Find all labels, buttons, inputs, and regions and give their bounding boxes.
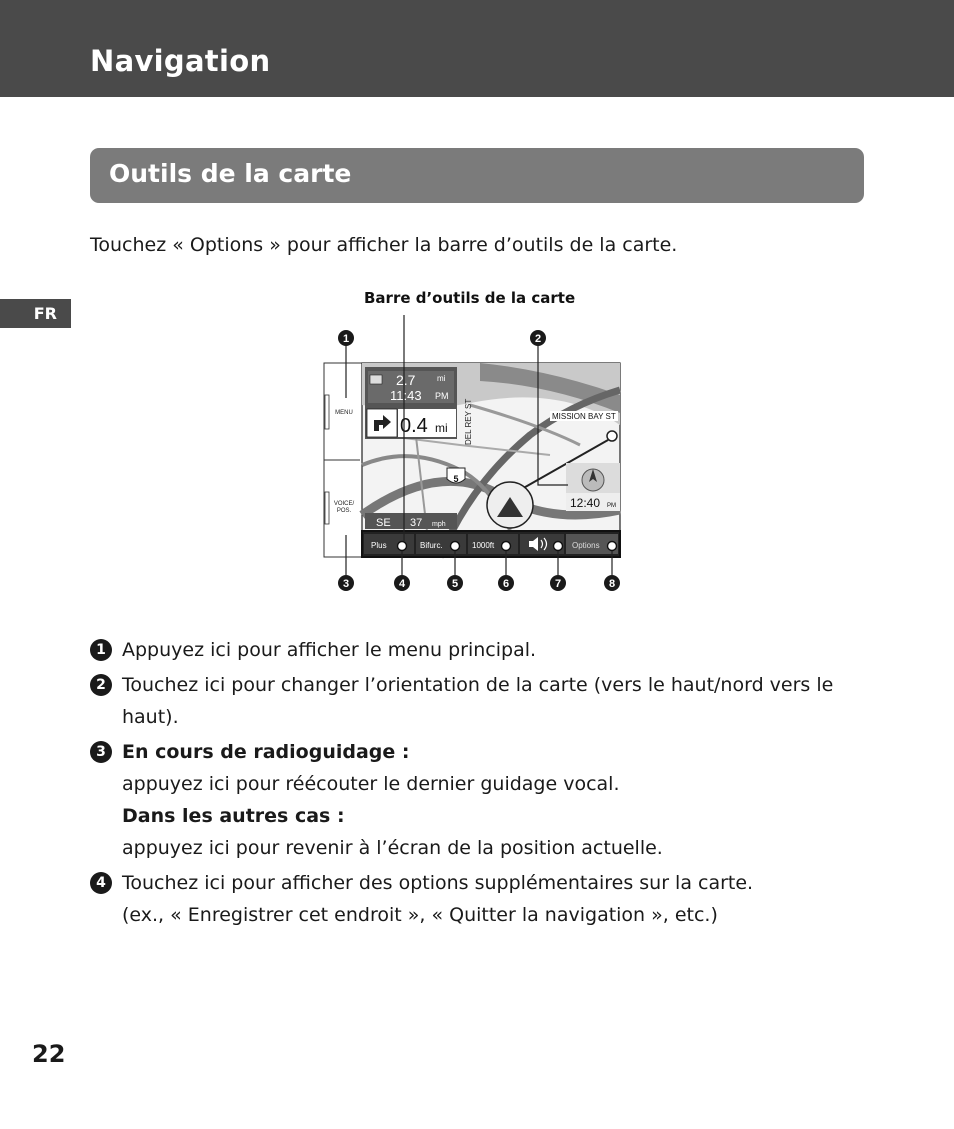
callout-number-3: 3 [90, 741, 112, 763]
figure-callout-label-8: 8 [608, 578, 616, 590]
toolbar-plus-label: Plus [371, 541, 387, 550]
description-list [90, 634, 870, 934]
description-text: appuyez ici pour réécouter le dernier guidage vocal. [122, 773, 620, 795]
intro-text: Touchez « Options » pour afficher la barre d’outils de la carte. [90, 234, 678, 256]
street-name-vertical: DEL REY ST [464, 398, 473, 445]
callout-anchor-8 [608, 542, 617, 551]
figure-callout-label-2: 2 [534, 333, 542, 345]
description-heading: En cours de radioguidage : [122, 741, 410, 763]
next-turn-distance: 0.4 [400, 415, 428, 437]
figure-callout-label-4: 4 [398, 578, 406, 590]
toolbar-zoom-label: 1000ft [472, 541, 495, 550]
menu-button-edge [325, 395, 329, 429]
callout-number-4: 4 [90, 872, 112, 894]
description-text: appuyez ici pour revenir à l’écran de la position actuelle. [122, 837, 663, 859]
figure-caption: Barre d’outils de la carte [364, 289, 576, 307]
voice-button-edge [325, 492, 329, 524]
arrival-time: 11:43 [390, 388, 422, 403]
arrival-ampm: PM [435, 391, 449, 401]
section-title: Outils de la carte [109, 159, 352, 188]
callout-number-1: 1 [90, 639, 112, 661]
toolbar-options-label: Options [572, 541, 600, 550]
clock-time: 12:40 [570, 496, 601, 510]
street-name-top: MISSION BAY ST [552, 412, 616, 421]
map-toolbar-figure [320, 285, 630, 605]
description-text: Touchez ici pour changer l’orientation de la carte (vers le haut/nord vers le [122, 674, 834, 696]
language-tab: FR [0, 299, 71, 328]
highway-number: 5 [453, 474, 459, 484]
description-text: Touchez ici pour afficher des options supplémentaires sur la carte. [122, 872, 754, 894]
next-turn-unit: mi [435, 421, 448, 435]
device-illustration [320, 285, 630, 605]
figure-callout-label-5: 5 [451, 578, 459, 590]
description-text: haut). [122, 706, 179, 728]
callout-anchor-4 [398, 542, 407, 551]
callout-number-2: 2 [90, 674, 112, 696]
toolbar-detour-label: Bifurc. [420, 541, 443, 550]
page-title: Navigation [90, 44, 271, 78]
voice-pos-button-label: VOICE/ POS. [333, 501, 355, 514]
callout-anchor-6 [502, 542, 511, 551]
menu-button-label: MENU [335, 410, 353, 416]
distance-remaining: 2.7 [396, 372, 416, 388]
page-number: 22 [32, 1040, 66, 1068]
description-item-3 [90, 736, 870, 864]
description-item-1 [90, 634, 870, 666]
clock-ampm: PM [607, 503, 616, 509]
figure-callout-label-7: 7 [554, 578, 562, 590]
header-bar [0, 0, 954, 97]
heading: SE [376, 517, 391, 529]
figure-callout-label-1: 1 [342, 333, 350, 345]
description-text: (ex., « Enregistrer cet endroit », « Quitter la navigation », etc.) [122, 904, 718, 926]
description-heading: Dans les autres cas : [122, 805, 345, 827]
description-text: Appuyez ici pour afficher le menu principal. [122, 639, 537, 661]
figure-callout-label-6: 6 [502, 578, 510, 590]
callout-anchor-7 [554, 542, 563, 551]
description-item-2 [90, 669, 870, 733]
flag-icon [370, 375, 382, 384]
speed-unit: mph [432, 521, 446, 528]
figure-callout-label-3: 3 [342, 578, 350, 590]
callout-anchor-5 [451, 542, 460, 551]
section-bar [90, 148, 864, 203]
description-item-4 [90, 867, 870, 931]
speed: 37 [410, 517, 423, 529]
distance-unit: mi [437, 374, 446, 383]
